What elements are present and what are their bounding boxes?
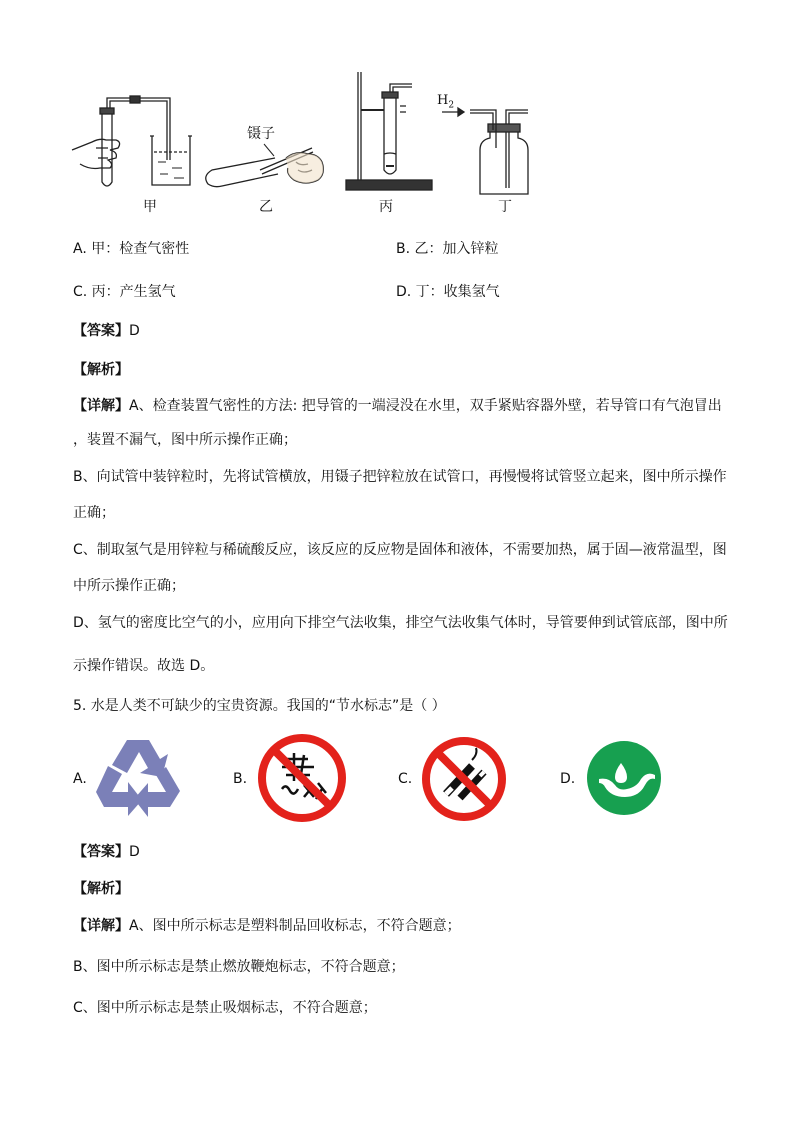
- tweezers-pointer-line: [262, 142, 282, 162]
- q4-detail-line-3: B、向试管中装锌粒时，先将试管横放，用镊子把锌粒放在试管口，再慢慢将试管竖立起来，图中所示操作: [73, 469, 727, 485]
- q5-answer: [73, 842, 140, 862]
- q5-option-a-letter: A.: [73, 771, 87, 787]
- q5-answer-value: D: [129, 844, 140, 860]
- q4-analysis-tag: 【解析】: [73, 362, 129, 378]
- q5-analysis-tag: 【解析】: [73, 881, 129, 897]
- tweezers-label: 镊子: [247, 126, 275, 142]
- apparatus-bing-illustration: [340, 70, 440, 195]
- q4-detail-tag: 【详解】: [73, 398, 129, 414]
- caption-ding: 丁: [498, 199, 512, 215]
- q5-detail-line-2: B、图中所示标志是禁止燃放鞭炮标志，不符合题意；: [73, 959, 405, 975]
- q4-detail-line-6: 中所示操作正确；: [73, 578, 185, 594]
- q4-detail-line-2: ，装置不漏气，图中所示操作正确；: [73, 432, 297, 448]
- q4-option-a: A. 甲：检查气密性: [73, 241, 190, 257]
- q4-answer: [73, 321, 140, 341]
- water-saving-sign-icon: [585, 739, 663, 817]
- q4-detail-line-1: [73, 396, 722, 416]
- caption-bing: 丙: [379, 199, 393, 215]
- apparatus-jia-illustration: [70, 90, 210, 195]
- q4-detail-line-8: 示操作错误。故选 D。: [73, 658, 215, 674]
- q5-answer-tag: 【答案】: [73, 844, 129, 860]
- q4-detail-line-4: 正确；: [73, 505, 115, 521]
- q4-detail-text-1: A、检查装置气密性的方法: 把导管的一端浸没在水里，双手紧贴容器外壁，若导管口有气泡冒出: [129, 398, 722, 414]
- no-firecrackers-sign-icon: [256, 733, 348, 823]
- q4-option-d: D. 丁：收集氢气: [396, 284, 500, 300]
- recycle-symbol-icon: [94, 735, 188, 819]
- q4-detail-line-7: D、氢气的密度比空气的小，应用向下排空气法收集，排空气法收集气体时，导管要伸到试管底部，图中所: [73, 615, 728, 631]
- q5-option-c-letter: C.: [398, 771, 413, 787]
- q4-answer-value: D: [129, 323, 140, 339]
- q5-detail-tag: 【详解】: [73, 918, 129, 934]
- q5-stem: 5. 水是人类不可缺少的宝贵资源。我国的“节水标志”是（ ）: [73, 698, 446, 714]
- q5-detail-line-3: C、图中所示标志是禁止吸烟标志，不符合题意；: [73, 1000, 377, 1016]
- caption-yi: 乙: [259, 199, 273, 215]
- q4-detail-line-5: C、制取氢气是用锌粒与稀硫酸反应，该反应的反应物是固体和液体，不需要加热，属于固—液常温型，图: [73, 542, 727, 558]
- caption-jia: 甲: [143, 199, 157, 215]
- q4-option-c: C. 丙：产生氢气: [73, 284, 176, 300]
- q4-answer-tag: 【答案】: [73, 323, 129, 339]
- h2-label-symbol: H: [437, 93, 449, 108]
- no-smoking-sign-icon: [420, 736, 508, 822]
- q4-option-b: B. 乙：加入锌粒: [396, 241, 499, 257]
- q5-option-b-letter: B.: [233, 771, 248, 787]
- h2-label-subscript: 2: [448, 100, 455, 111]
- apparatus-ding-illustration: [440, 100, 540, 200]
- q5-option-d-letter: D.: [560, 771, 576, 787]
- q5-detail-line-1: [73, 916, 461, 936]
- q5-detail-text-1: A、图中所示标志是塑料制品回收标志，不符合题意；: [129, 918, 461, 934]
